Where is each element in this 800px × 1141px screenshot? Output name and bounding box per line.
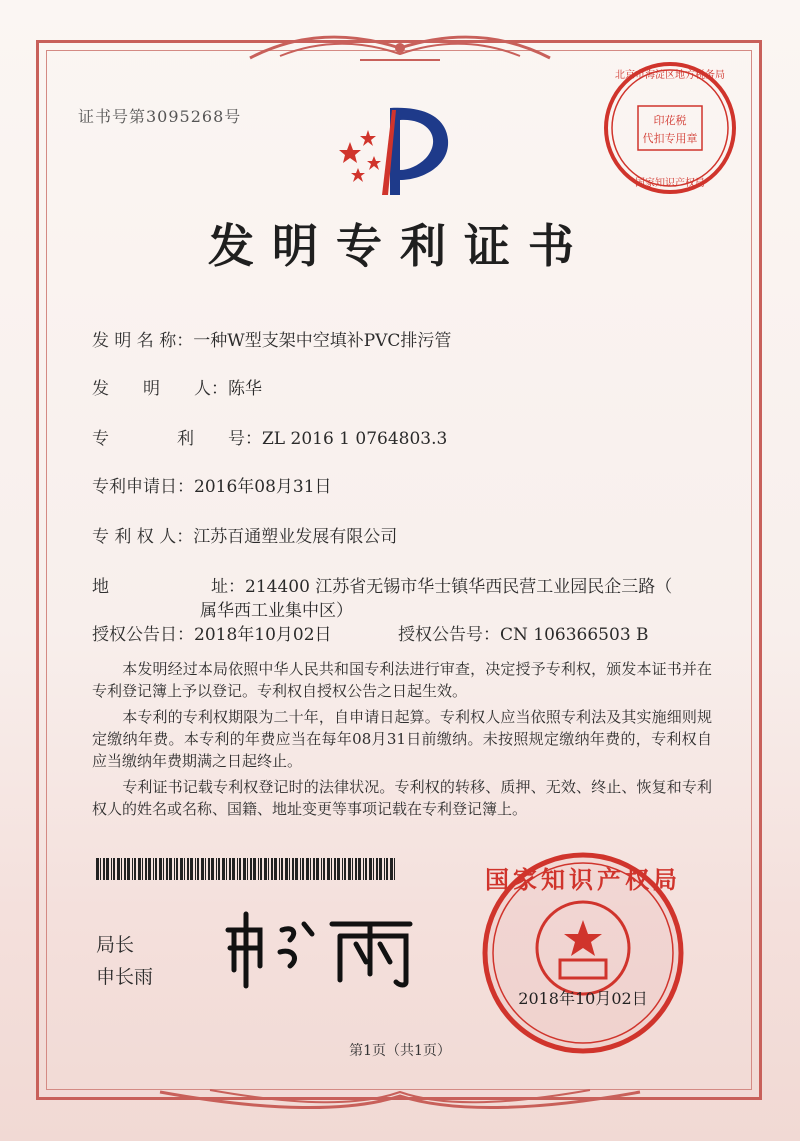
svg-text:国家知识产权局: 国家知识产权局 xyxy=(635,178,705,189)
barcode-bar xyxy=(306,858,309,880)
field-label: 发 明 人： xyxy=(92,379,228,399)
barcode-bar xyxy=(373,858,374,880)
certificate-title: 发明专利证书 xyxy=(208,219,592,273)
barcode-bar xyxy=(111,858,112,880)
barcode-bar xyxy=(352,858,353,880)
barcode-bar xyxy=(237,858,238,880)
barcode-bar xyxy=(205,858,206,880)
barcode-bar xyxy=(201,858,204,880)
barcode-bar xyxy=(279,858,280,880)
barcode-bar xyxy=(379,858,382,880)
barcode-bar xyxy=(96,858,99,880)
barcode-bar xyxy=(369,858,372,880)
barcode-bar xyxy=(148,858,151,880)
barcode-bar xyxy=(222,858,225,880)
barcode-bar xyxy=(216,858,217,880)
barcode-bar xyxy=(337,858,340,880)
field-invention-name xyxy=(92,326,451,351)
field-value: 214400 江苏省无锡市华士镇华西民营工业园民企三路（ xyxy=(245,577,673,597)
barcode-bar xyxy=(274,858,277,880)
svg-text:国家知识产权局: 国家知识产权局 xyxy=(485,866,681,894)
barcode-bar xyxy=(394,858,395,880)
barcode-bar xyxy=(253,858,256,880)
barcode-bar xyxy=(117,858,120,880)
field-grant-date xyxy=(92,620,332,645)
national-ip-office-seal xyxy=(478,848,688,1058)
barcode-bar xyxy=(281,858,283,880)
barcode-bar xyxy=(355,858,357,880)
field-value: 2016年08月31日 xyxy=(194,477,332,497)
barcode-bar xyxy=(300,858,301,880)
barcode-bar xyxy=(121,858,122,880)
barcode-bar xyxy=(363,858,364,880)
barcode-bar xyxy=(384,858,385,880)
barcode-bar xyxy=(138,858,141,880)
barcode-bar xyxy=(334,858,336,880)
certificate-number: 证书号第3095268号 xyxy=(78,107,242,126)
barcode-bar xyxy=(208,858,210,880)
barcode-bar xyxy=(386,858,388,880)
barcode-bar xyxy=(106,858,109,880)
top-ornament xyxy=(240,30,560,66)
field-value: 一种W型支架中空填补PVC排污管 xyxy=(193,331,452,351)
barcode-bar xyxy=(285,858,288,880)
barcode-bar xyxy=(250,858,252,880)
paragraph-legal-status: 专利证书记载专利权登记时的法律状况。专利权的转移、质押、无效、终止、恢复和专利权人的姓名或名称、国籍、地址变更等事项记载在专利登记簿上。 xyxy=(92,778,712,818)
field-label: 专 利 号： xyxy=(92,429,262,449)
barcode xyxy=(96,858,402,880)
barcode-bar xyxy=(327,858,330,880)
barcode-bar xyxy=(376,858,378,880)
barcode-bar xyxy=(176,858,178,880)
barcode-bar xyxy=(239,858,241,880)
barcode-bar xyxy=(190,858,193,880)
paragraph-term: 本专利的专利权期限为二十年，自申请日起算。专利权人应当依照专利法及其实施细则规定缴纳年费。本专利的年费应当在每年08月31日前缴纳。未按照规定缴纳年费的，专利权自应当缴纳年费期满之日起终止。 xyxy=(92,708,712,770)
barcode-bar xyxy=(195,858,196,880)
barcode-bar xyxy=(292,858,294,880)
field-value: 陈华 xyxy=(228,379,262,399)
barcode-bar xyxy=(169,858,172,880)
field-patent-number xyxy=(92,424,447,449)
field-value: 2018年10月02日 xyxy=(194,625,332,645)
barcode-bar xyxy=(132,858,133,880)
field-label: 发 明 名 称： xyxy=(92,331,194,351)
barcode-bar xyxy=(302,858,304,880)
field-address xyxy=(92,572,672,597)
barcode-bar xyxy=(166,858,168,880)
barcode-bar xyxy=(155,858,157,880)
barcode-bar xyxy=(153,858,154,880)
patent-office-logo xyxy=(330,100,470,200)
barcode-bar xyxy=(243,858,246,880)
barcode-bar xyxy=(211,858,214,880)
barcode-bar xyxy=(184,858,185,880)
barcode-bar xyxy=(180,858,183,880)
barcode-bar xyxy=(187,858,189,880)
barcode-bar xyxy=(295,858,298,880)
barcode-bar xyxy=(103,858,105,880)
barcode-bar xyxy=(159,858,162,880)
field-filing-date xyxy=(92,472,332,497)
field-label: 授权公告日： xyxy=(92,625,194,645)
field-value: CN 106366503 B xyxy=(500,625,649,645)
field-inventor xyxy=(92,374,262,399)
field-value: ZL 2016 1 0764803.3 xyxy=(262,429,448,449)
barcode-bar xyxy=(145,858,147,880)
barcode-bar xyxy=(142,858,143,880)
barcode-bar xyxy=(271,858,273,880)
barcode-bar xyxy=(163,858,164,880)
barcode-bar xyxy=(100,858,101,880)
barcode-bar xyxy=(316,858,319,880)
barcode-bar xyxy=(321,858,322,880)
barcode-bar xyxy=(218,858,220,880)
tax-stamp-seal xyxy=(600,58,740,198)
svg-text:代扣专用章: 代扣专用章 xyxy=(642,132,698,145)
seal-date: 2018年10月02日 xyxy=(518,989,648,1008)
signature-name: 申长雨 xyxy=(96,966,154,988)
barcode-bar xyxy=(264,858,267,880)
handwritten-signature xyxy=(220,900,430,990)
field-address-continued: 属华西工业集中区） xyxy=(200,601,353,621)
barcode-bar xyxy=(313,858,315,880)
barcode-bar xyxy=(260,858,262,880)
field-grant-number xyxy=(398,620,649,645)
barcode-bar xyxy=(127,858,130,880)
barcode-bar xyxy=(344,858,346,880)
barcode-bar xyxy=(342,858,343,880)
field-patentee xyxy=(92,522,397,547)
barcode-bar xyxy=(134,858,136,880)
barcode-bar xyxy=(358,858,361,880)
barcode-bar xyxy=(310,858,311,880)
barcode-bar xyxy=(348,858,351,880)
barcode-bar xyxy=(232,858,235,880)
barcode-bar xyxy=(268,858,269,880)
svg-text:印花税: 印花税 xyxy=(653,114,687,127)
field-label: 专利申请日： xyxy=(92,477,194,497)
barcode-bar xyxy=(323,858,325,880)
barcode-bar xyxy=(258,858,259,880)
bottom-ornament xyxy=(150,1086,650,1116)
barcode-bar xyxy=(197,858,199,880)
field-label: 地 址： xyxy=(92,577,245,597)
barcode-bar xyxy=(226,858,227,880)
barcode-bar xyxy=(331,858,332,880)
svg-text:北京市海淀区地方税务局: 北京市海淀区地方税务局 xyxy=(615,70,725,81)
page-number: 第1页（共1页） xyxy=(349,1043,451,1059)
barcode-bar xyxy=(124,858,126,880)
barcode-bar xyxy=(113,858,115,880)
barcode-bar xyxy=(365,858,367,880)
paragraph-grant-statement: 本发明经过本局依照中华人民共和国专利法进行审查，决定授予专利权，颁发本证书并在专利登记簿上予以登记。专利权自授权公告之日起生效。 xyxy=(92,660,712,700)
field-label: 专 利 权 人： xyxy=(92,527,194,547)
barcode-bar xyxy=(174,858,175,880)
signature-title: 局长 xyxy=(96,934,135,956)
barcode-bar xyxy=(247,858,248,880)
barcode-bar xyxy=(390,858,393,880)
field-label: 授权公告号： xyxy=(398,625,500,645)
barcode-bar xyxy=(229,858,231,880)
barcode-bar xyxy=(289,858,290,880)
field-value: 江苏百通塑业发展有限公司 xyxy=(193,527,398,547)
